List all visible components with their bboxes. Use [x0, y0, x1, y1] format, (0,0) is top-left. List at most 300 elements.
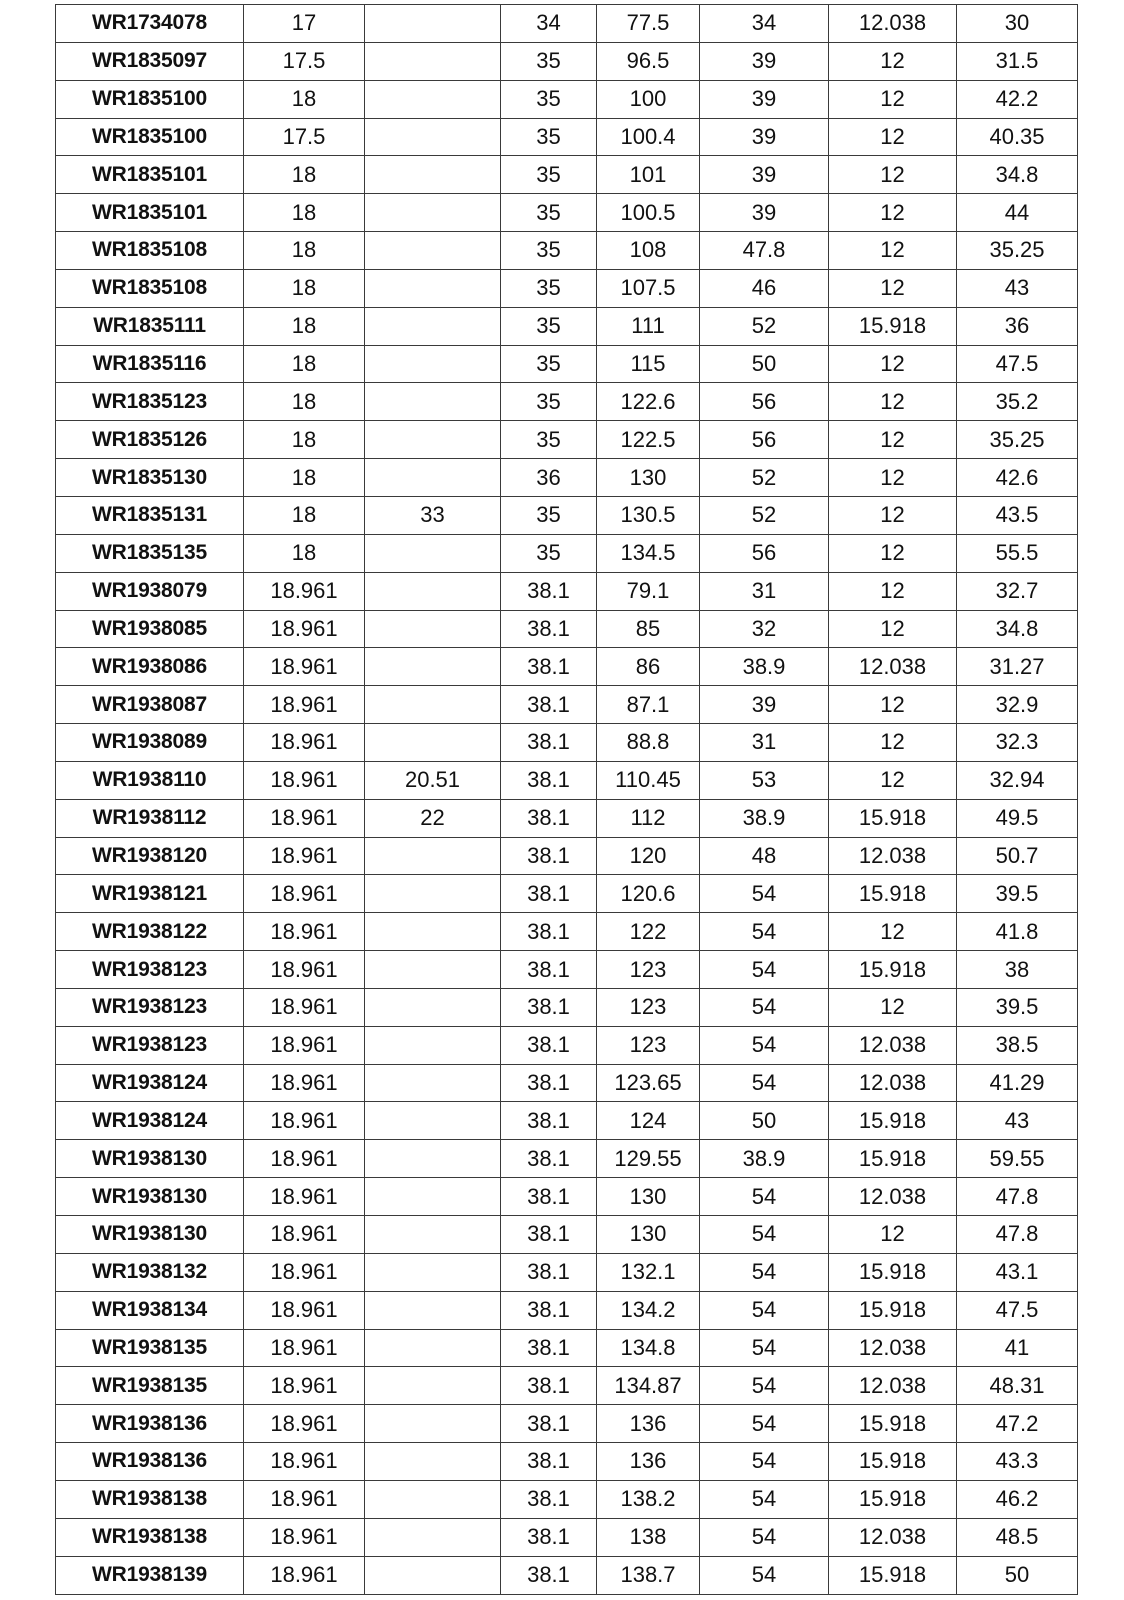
- table-cell: 18: [244, 307, 365, 345]
- table-cell: 12: [829, 572, 957, 610]
- table-cell: 34.8: [957, 610, 1078, 648]
- table-cell: 38.1: [501, 1102, 597, 1140]
- part-number-cell: WR1938123: [56, 988, 244, 1026]
- table-cell: 31: [700, 724, 829, 762]
- table-row: [56, 988, 1078, 1026]
- table-cell: 38.1: [501, 686, 597, 724]
- table-row: [56, 496, 1078, 534]
- table-cell: 48.31: [957, 1367, 1078, 1405]
- table-row: [56, 648, 1078, 686]
- table-cell: 138: [597, 1518, 700, 1556]
- table-cell: 18.961: [244, 1291, 365, 1329]
- part-number-cell: WR1835100: [56, 80, 244, 118]
- table-row: [56, 1253, 1078, 1291]
- table-row: [56, 194, 1078, 232]
- table-cell: 38.1: [501, 1405, 597, 1443]
- table-cell: 100: [597, 80, 700, 118]
- part-number-cell: WR1938110: [56, 761, 244, 799]
- table-cell: 33: [365, 496, 501, 534]
- table-cell: 124: [597, 1102, 700, 1140]
- table-cell: [365, 5, 501, 43]
- table-cell: 35.2: [957, 383, 1078, 421]
- table-cell: 132.1: [597, 1253, 700, 1291]
- table-cell: 18.961: [244, 686, 365, 724]
- table-cell: [365, 1405, 501, 1443]
- table-row: [56, 269, 1078, 307]
- part-number-cell: WR1938123: [56, 1026, 244, 1064]
- table-row: [56, 837, 1078, 875]
- table-cell: 18: [244, 383, 365, 421]
- table-cell: 123.65: [597, 1064, 700, 1102]
- table-cell: 59.55: [957, 1140, 1078, 1178]
- table-cell: 38.1: [501, 1064, 597, 1102]
- table-cell: 42.6: [957, 459, 1078, 497]
- table-cell: 18.961: [244, 1216, 365, 1254]
- table-cell: 123: [597, 1026, 700, 1064]
- table-cell: 17: [244, 5, 365, 43]
- table-cell: 34: [501, 5, 597, 43]
- table-cell: 18: [244, 459, 365, 497]
- table-cell: 110.45: [597, 761, 700, 799]
- table-cell: 54: [700, 1518, 829, 1556]
- table-cell: 35: [501, 80, 597, 118]
- part-number-cell: WR1938121: [56, 875, 244, 913]
- table-cell: [365, 1480, 501, 1518]
- part-number-cell: WR1938079: [56, 572, 244, 610]
- part-number-cell: WR1938086: [56, 648, 244, 686]
- table-cell: [365, 951, 501, 989]
- part-number-cell: WR1835131: [56, 496, 244, 534]
- table-cell: 15.918: [829, 1291, 957, 1329]
- table-row: [56, 799, 1078, 837]
- table-cell: [365, 1216, 501, 1254]
- table-row: [56, 80, 1078, 118]
- table-cell: 31: [700, 572, 829, 610]
- table-cell: 54: [700, 1064, 829, 1102]
- table-cell: 46: [700, 269, 829, 307]
- table-row: [56, 1556, 1078, 1594]
- table-cell: 15.918: [829, 875, 957, 913]
- part-number-cell: WR1938130: [56, 1178, 244, 1216]
- table-cell: 22: [365, 799, 501, 837]
- table-cell: 32.3: [957, 724, 1078, 762]
- table-cell: 38.1: [501, 1140, 597, 1178]
- table-cell: 122: [597, 913, 700, 951]
- table-row: [56, 1026, 1078, 1064]
- table-cell: 12: [829, 194, 957, 232]
- table-row: [56, 345, 1078, 383]
- table-cell: 35: [501, 118, 597, 156]
- part-number-cell: WR1734078: [56, 5, 244, 43]
- part-number-cell: WR1835111: [56, 307, 244, 345]
- table-cell: [365, 837, 501, 875]
- table-row: [56, 232, 1078, 270]
- table-row: [56, 1102, 1078, 1140]
- table-cell: 38.1: [501, 1291, 597, 1329]
- table-cell: 18: [244, 421, 365, 459]
- table-cell: 54: [700, 1026, 829, 1064]
- table-cell: 18.961: [244, 875, 365, 913]
- table-row: [56, 1367, 1078, 1405]
- table-cell: 20.51: [365, 761, 501, 799]
- table-row: [56, 1178, 1078, 1216]
- table-cell: 18.961: [244, 610, 365, 648]
- table-cell: [365, 572, 501, 610]
- part-number-cell: WR1835108: [56, 232, 244, 270]
- table-cell: 54: [700, 988, 829, 1026]
- table-cell: 49.5: [957, 799, 1078, 837]
- table-cell: 41.8: [957, 913, 1078, 951]
- table-cell: 134.2: [597, 1291, 700, 1329]
- table-cell: 138.2: [597, 1480, 700, 1518]
- table-cell: 100.4: [597, 118, 700, 156]
- table-cell: 52: [700, 496, 829, 534]
- table-cell: 38.1: [501, 610, 597, 648]
- table-cell: 18: [244, 496, 365, 534]
- table-cell: 43.1: [957, 1253, 1078, 1291]
- table-cell: [365, 988, 501, 1026]
- table-cell: 40.35: [957, 118, 1078, 156]
- table-cell: 35: [501, 232, 597, 270]
- table-cell: 15.918: [829, 799, 957, 837]
- table-cell: 43.5: [957, 496, 1078, 534]
- table-cell: 52: [700, 307, 829, 345]
- table-row: [56, 1405, 1078, 1443]
- table-cell: 12: [829, 118, 957, 156]
- table-cell: 18.961: [244, 1518, 365, 1556]
- table-cell: 44: [957, 194, 1078, 232]
- table-cell: 38.1: [501, 1026, 597, 1064]
- table-cell: 54: [700, 1405, 829, 1443]
- table-cell: [365, 1556, 501, 1594]
- table-cell: 38.1: [501, 799, 597, 837]
- table-cell: 31.27: [957, 648, 1078, 686]
- table-cell: [365, 232, 501, 270]
- table-cell: 42.2: [957, 80, 1078, 118]
- table-cell: 55.5: [957, 534, 1078, 572]
- table-cell: 54: [700, 1329, 829, 1367]
- table-cell: 38.1: [501, 761, 597, 799]
- table-cell: 12.038: [829, 1329, 957, 1367]
- table-cell: 38.9: [700, 799, 829, 837]
- parts-table-body: [56, 5, 1078, 1595]
- part-number-cell: WR1938120: [56, 837, 244, 875]
- table-cell: 12: [829, 421, 957, 459]
- table-cell: 38.1: [501, 1216, 597, 1254]
- table-cell: [365, 1367, 501, 1405]
- table-cell: 123: [597, 988, 700, 1026]
- table-cell: 56: [700, 421, 829, 459]
- table-cell: 88.8: [597, 724, 700, 762]
- table-cell: [365, 610, 501, 648]
- table-cell: [365, 1329, 501, 1367]
- table-cell: 32.94: [957, 761, 1078, 799]
- table-row: [56, 156, 1078, 194]
- table-row: [56, 724, 1078, 762]
- table-cell: 79.1: [597, 572, 700, 610]
- part-number-cell: WR1835130: [56, 459, 244, 497]
- table-cell: 54: [700, 1216, 829, 1254]
- table-cell: 12: [829, 232, 957, 270]
- table-cell: 38.1: [501, 1480, 597, 1518]
- table-row: [56, 383, 1078, 421]
- table-cell: 38.1: [501, 648, 597, 686]
- table-cell: 54: [700, 875, 829, 913]
- table-cell: 18.961: [244, 1178, 365, 1216]
- table-cell: 54: [700, 913, 829, 951]
- table-cell: 36: [501, 459, 597, 497]
- table-cell: 17.5: [244, 118, 365, 156]
- table-cell: 18.961: [244, 1480, 365, 1518]
- table-cell: 130: [597, 459, 700, 497]
- table-row: [56, 118, 1078, 156]
- table-cell: [365, 307, 501, 345]
- table-cell: 12: [829, 988, 957, 1026]
- table-cell: 43.3: [957, 1443, 1078, 1481]
- table-cell: 41: [957, 1329, 1078, 1367]
- table-cell: 15.918: [829, 1443, 957, 1481]
- table-cell: 12.038: [829, 1026, 957, 1064]
- table-cell: [365, 345, 501, 383]
- table-cell: 77.5: [597, 5, 700, 43]
- table-cell: 111: [597, 307, 700, 345]
- table-row: [56, 1140, 1078, 1178]
- table-cell: 134.5: [597, 534, 700, 572]
- table-cell: 32.7: [957, 572, 1078, 610]
- parts-table: [55, 4, 1078, 1595]
- part-number-cell: WR1938139: [56, 1556, 244, 1594]
- table-cell: 12: [829, 459, 957, 497]
- part-number-cell: WR1938087: [56, 686, 244, 724]
- part-number-cell: WR1938123: [56, 951, 244, 989]
- part-number-cell: WR1938124: [56, 1064, 244, 1102]
- table-cell: 18.961: [244, 1102, 365, 1140]
- table-cell: 12: [829, 1216, 957, 1254]
- table-row: [56, 1480, 1078, 1518]
- table-cell: 18.961: [244, 837, 365, 875]
- part-number-cell: WR1835101: [56, 194, 244, 232]
- part-number-cell: WR1835116: [56, 345, 244, 383]
- table-cell: [365, 875, 501, 913]
- table-cell: [365, 724, 501, 762]
- table-cell: 96.5: [597, 42, 700, 80]
- table-cell: 35: [501, 307, 597, 345]
- table-row: [56, 534, 1078, 572]
- table-cell: 38.1: [501, 572, 597, 610]
- table-cell: 12: [829, 496, 957, 534]
- table-cell: 38.1: [501, 875, 597, 913]
- table-cell: 18.961: [244, 1405, 365, 1443]
- table-cell: 18.961: [244, 1140, 365, 1178]
- part-number-cell: WR1835135: [56, 534, 244, 572]
- table-cell: 39: [700, 194, 829, 232]
- table-cell: 32: [700, 610, 829, 648]
- part-number-cell: WR1938130: [56, 1216, 244, 1254]
- table-cell: 43: [957, 269, 1078, 307]
- table-cell: 136: [597, 1443, 700, 1481]
- part-number-cell: WR1835100: [56, 118, 244, 156]
- table-cell: [365, 459, 501, 497]
- table-cell: 12: [829, 913, 957, 951]
- table-cell: [365, 686, 501, 724]
- table-cell: 15.918: [829, 1405, 957, 1443]
- table-cell: 30: [957, 5, 1078, 43]
- part-number-cell: WR1938136: [56, 1443, 244, 1481]
- table-cell: 54: [700, 1253, 829, 1291]
- table-cell: 35: [501, 534, 597, 572]
- table-cell: 12.038: [829, 1178, 957, 1216]
- table-cell: 15.918: [829, 1253, 957, 1291]
- table-cell: 12: [829, 156, 957, 194]
- table-cell: 12.038: [829, 648, 957, 686]
- table-cell: 38.9: [700, 1140, 829, 1178]
- table-cell: 38.1: [501, 1443, 597, 1481]
- table-cell: [365, 194, 501, 232]
- table-cell: 39.5: [957, 875, 1078, 913]
- table-cell: 47.2: [957, 1405, 1078, 1443]
- table-row: [56, 1443, 1078, 1481]
- table-cell: 12: [829, 80, 957, 118]
- table-cell: 18.961: [244, 1367, 365, 1405]
- table-cell: [365, 1026, 501, 1064]
- table-cell: 123: [597, 951, 700, 989]
- table-cell: 18.961: [244, 1253, 365, 1291]
- table-cell: 15.918: [829, 307, 957, 345]
- table-cell: 136: [597, 1405, 700, 1443]
- table-cell: 50: [957, 1556, 1078, 1594]
- table-cell: 138.7: [597, 1556, 700, 1594]
- table-cell: 54: [700, 1480, 829, 1518]
- table-cell: 15.918: [829, 1140, 957, 1178]
- table-cell: 35: [501, 496, 597, 534]
- table-cell: 47.8: [957, 1178, 1078, 1216]
- table-cell: 35: [501, 42, 597, 80]
- table-cell: 86: [597, 648, 700, 686]
- part-number-cell: WR1938132: [56, 1253, 244, 1291]
- table-cell: 39.5: [957, 988, 1078, 1026]
- table-cell: [365, 1102, 501, 1140]
- part-number-cell: WR1835101: [56, 156, 244, 194]
- table-cell: 38.1: [501, 1367, 597, 1405]
- table-cell: [365, 383, 501, 421]
- table-cell: 115: [597, 345, 700, 383]
- table-cell: 54: [700, 1291, 829, 1329]
- table-cell: 18.961: [244, 572, 365, 610]
- table-cell: 35: [501, 194, 597, 232]
- table-cell: 35: [501, 421, 597, 459]
- part-number-cell: WR1938089: [56, 724, 244, 762]
- table-cell: 12: [829, 610, 957, 648]
- table-cell: 17.5: [244, 42, 365, 80]
- table-cell: 47.5: [957, 345, 1078, 383]
- table-cell: [365, 1140, 501, 1178]
- part-number-cell: WR1835126: [56, 421, 244, 459]
- table-cell: 112: [597, 799, 700, 837]
- table-cell: 12: [829, 724, 957, 762]
- part-number-cell: WR1835123: [56, 383, 244, 421]
- table-row: [56, 610, 1078, 648]
- table-cell: 39: [700, 80, 829, 118]
- table-cell: 38.1: [501, 913, 597, 951]
- table-cell: 18.961: [244, 913, 365, 951]
- table-cell: 38.1: [501, 837, 597, 875]
- table-cell: 18: [244, 80, 365, 118]
- table-cell: 12: [829, 686, 957, 724]
- table-cell: 12.038: [829, 1064, 957, 1102]
- table-cell: [365, 1518, 501, 1556]
- table-cell: 38.9: [700, 648, 829, 686]
- table-cell: 46.2: [957, 1480, 1078, 1518]
- table-cell: 38.1: [501, 1178, 597, 1216]
- part-number-cell: WR1938122: [56, 913, 244, 951]
- part-number-cell: WR1938138: [56, 1480, 244, 1518]
- table-row: [56, 459, 1078, 497]
- table-cell: 35.25: [957, 232, 1078, 270]
- table-cell: [365, 42, 501, 80]
- table-cell: 38.5: [957, 1026, 1078, 1064]
- table-cell: [365, 534, 501, 572]
- table-cell: [365, 1178, 501, 1216]
- table-cell: [365, 648, 501, 686]
- table-cell: 39: [700, 42, 829, 80]
- table-cell: 18.961: [244, 1556, 365, 1594]
- table-cell: 43: [957, 1102, 1078, 1140]
- table-cell: 36: [957, 307, 1078, 345]
- table-row: [56, 572, 1078, 610]
- table-cell: 35: [501, 345, 597, 383]
- table-cell: 12: [829, 345, 957, 383]
- table-cell: 100.5: [597, 194, 700, 232]
- table-cell: 34: [700, 5, 829, 43]
- table-cell: 18.961: [244, 1329, 365, 1367]
- table-row: [56, 307, 1078, 345]
- table-cell: 122.6: [597, 383, 700, 421]
- table-cell: 47.8: [700, 232, 829, 270]
- table-cell: 107.5: [597, 269, 700, 307]
- table-cell: 12: [829, 761, 957, 799]
- table-cell: 48: [700, 837, 829, 875]
- table-cell: 134.8: [597, 1329, 700, 1367]
- table-cell: 56: [700, 534, 829, 572]
- table-cell: 18.961: [244, 951, 365, 989]
- table-cell: 35.25: [957, 421, 1078, 459]
- table-cell: 101: [597, 156, 700, 194]
- table-cell: 18.961: [244, 1026, 365, 1064]
- table-cell: [365, 156, 501, 194]
- table-cell: 54: [700, 1556, 829, 1594]
- table-cell: [365, 421, 501, 459]
- table-cell: 47.8: [957, 1216, 1078, 1254]
- table-cell: 50.7: [957, 837, 1078, 875]
- part-number-cell: WR1938138: [56, 1518, 244, 1556]
- table-cell: 12: [829, 42, 957, 80]
- part-number-cell: WR1938135: [56, 1329, 244, 1367]
- table-cell: 85: [597, 610, 700, 648]
- table-cell: 12.038: [829, 837, 957, 875]
- table-cell: 129.55: [597, 1140, 700, 1178]
- table-cell: 39: [700, 686, 829, 724]
- table-cell: 54: [700, 1367, 829, 1405]
- part-number-cell: WR1938136: [56, 1405, 244, 1443]
- table-cell: 18.961: [244, 648, 365, 686]
- table-cell: 12.038: [829, 1518, 957, 1556]
- table-cell: 38.1: [501, 724, 597, 762]
- table-cell: 120: [597, 837, 700, 875]
- table-cell: 15.918: [829, 1102, 957, 1140]
- table-cell: 18.961: [244, 1443, 365, 1481]
- table-row: [56, 913, 1078, 951]
- table-row: [56, 42, 1078, 80]
